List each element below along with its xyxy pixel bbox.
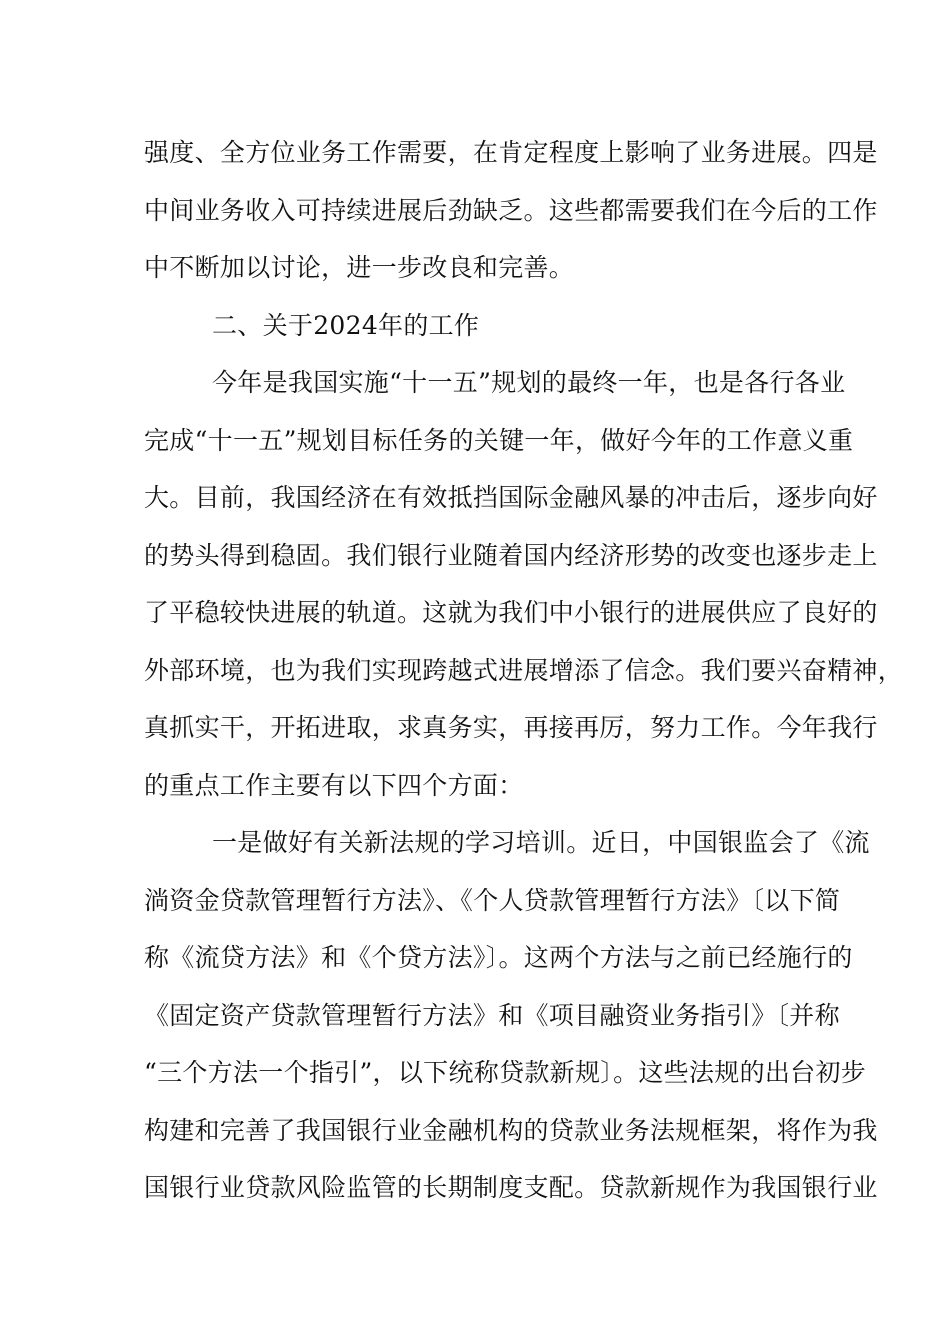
text-line: 中不断加以讨论，进一步改良和完善。 [144, 253, 575, 282]
text-line: 今年是我国实施“十一五”规划的最终一年，也是各行各业 [212, 368, 846, 397]
text-line: 了平稳较快进展的轨道。这就为我们中小银行的进展供应了良好的 [144, 598, 878, 627]
text-line: 中间业务收入可持续进展后劲缺乏。这些都需要我们在今后的工作 [144, 195, 878, 225]
text-line: 称《流贷方法》和《个贷方法》〕。这两个方法与之前已经施行的 [144, 943, 853, 972]
text-line: 强度、全方位业务工作需要，在肯定程度上影响了业务进展。四是 [144, 138, 878, 167]
text-line: 完成“十一五”规划目标任务的关键一年，做好今年的工作意义重 [144, 425, 854, 455]
text-line: 大。目前，我国经济在有效抵挡国际金融风暴的冲击后，逐步向好 [144, 483, 878, 512]
text-line: 淌资金贷款管理暂行方法》、《个人贷款管理暂行方法》〔以下简 [144, 885, 841, 915]
section-heading: 二、关于2024年的工作 [212, 310, 480, 340]
text-line: 的势头得到稳固。我们银行业随着国内经济形势的改变也逐步走上 [144, 540, 878, 570]
text-line: 外部环境，也为我们实现跨越式进展增添了信念。我们要兴奋精神， [144, 655, 904, 685]
text-line: 《固定资产贷款管理暂行方法》和《项目融资业务指引》〔并称 [144, 1000, 840, 1030]
body-text-block [144, 124, 904, 1217]
text-line: 真抓实干，开拓进取，求真务实，再接再厉，努力工作。今年我行 [144, 713, 878, 742]
text-line: “三个方法一个指引”，以下统称贷款新规〕。这些法规的出台初步 [144, 1058, 867, 1087]
text-line: 构建和完善了我国银行业金融机构的贷款业务法规框架，将作为我 [144, 1115, 878, 1145]
text-line: 国银行业贷款风险监管的长期制度支配。贷款新规作为我国银行业 [144, 1173, 878, 1202]
text-line: 的重点工作主要有以下四个方面： [144, 770, 524, 800]
text-line: 一是做好有关新法规的学习培训。近日，中国银监会了《流 [212, 828, 870, 857]
